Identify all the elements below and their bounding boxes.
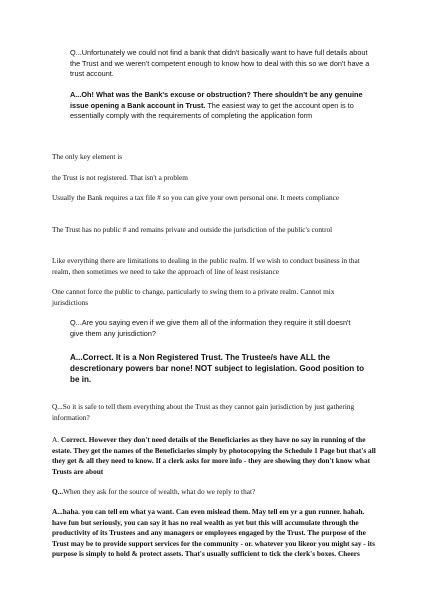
answer-bank-account-rest: The easiest way to get the account open is to essentially comply with the requirements of completing the application form	[70, 100, 354, 121]
paragraph-not-registered: the Trust is not registered. That isn't a problem	[52, 173, 188, 182]
question-source-of-wealth-prefix: Q...	[52, 487, 64, 496]
answer-beneficiaries-prefix: A.	[52, 435, 61, 444]
answer-beneficiaries	[52, 435, 378, 477]
answer-source-of-wealth	[52, 507, 378, 560]
answer-jurisdiction-bold: A...Correct. It is a Non Registered Trust. The Trustee/s have ALL the descretionary powers bar none! NOT subject to legislation. Good position to be in.	[70, 353, 365, 384]
paragraph-tax-file: Usually the Bank requires a tax file # so you can give your own personal one. It meets compliance	[52, 193, 340, 202]
question-bank-account: Q...Unfortunately we could not find a bank that didn't basically want to have full details about the Trust and we weren't competent enough to know how to deal with this so we don't have a trust account.	[70, 48, 370, 79]
paragraph-public-realm: Like everything there are limitations to dealing in the public realm. If we wish to conduct business in that realm, then sometimes we need to take the approach of line of least resistance	[52, 256, 360, 276]
answer-source-of-wealth-bold: A...haha. you can tell em what ya want. Can even mislead them. May tell em yr a gun runner. hahah. have fun but seriously, you can say it has no real wealth as yet but this will accumulate through the productivity of its Trustees and any managers or employees engaged by the Trust. The purpose of the Trust may be to provide support services for the community - or. whatever you likeor you might say - its purpose is simply to hold & protect assets. That's usually sufficient to tick the clerk's boxes. Cheers	[52, 507, 375, 559]
answer-bank-account-bold: A...Oh! What was the Bank's excuse or obstruction? There shouldn't be any genuine issue opening a Bank account in Trust.	[70, 90, 363, 110]
paragraph-key-element: The only key element is	[52, 152, 123, 161]
question-jurisdiction: Q...Are you saying even if we give them all of the information they require it still doesn't give them any jurisdiction?	[70, 318, 351, 338]
question-source-of-wealth	[52, 487, 378, 498]
answer-bank-account	[70, 90, 370, 122]
paragraph-mix-jurisdictions: One cannot force the public to change, particularly to swing them to a private realm. Cannot mix jurisdictions	[52, 287, 335, 307]
question-source-of-wealth-text: When they ask for the source of wealth, what do we reply to that?	[63, 487, 256, 496]
answer-jurisdiction	[70, 352, 370, 385]
paragraph-no-public-number: The Trust has no public # and remains private and outside the jurisdiction of the public's control	[52, 225, 333, 234]
question-safe-to-tell: Q...So it is safe to tell them everything about the Trust as they cannot gain jurisdiction by just gathering information?	[52, 402, 355, 422]
answer-beneficiaries-bold: Correct. However they don't need details of the Beneficiaries as they have no say in running of the estate. They get the names of the Beneficiaries simply by photocopying the Schedule 1 Page but that's all they get & all they need to know. If a clerk asks for more info - they are showing they don't know what Trusts are about	[52, 435, 376, 476]
